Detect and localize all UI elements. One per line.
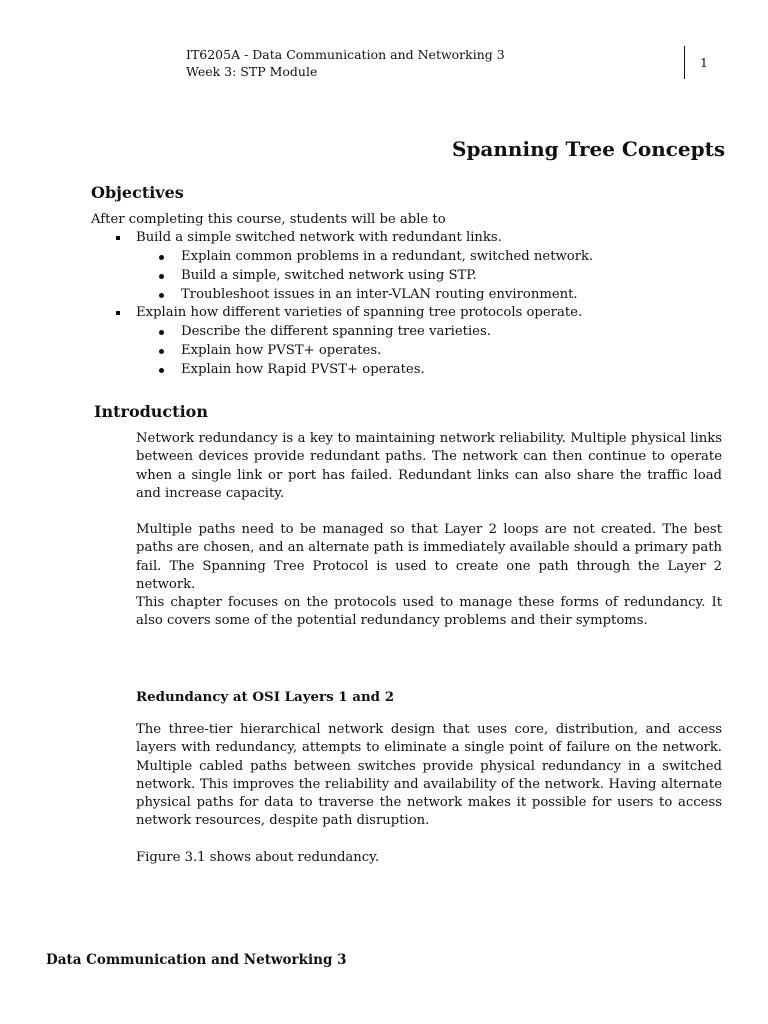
round-bullet bbox=[159, 293, 164, 298]
objective-item: Describe the different spanning tree varieties. bbox=[181, 324, 491, 339]
square-bullet bbox=[116, 311, 120, 315]
header-divider bbox=[684, 46, 685, 79]
redundancy-heading: Redundancy at OSI Layers 1 and 2 bbox=[136, 689, 395, 705]
objective-item: Explain how PVST+ operates. bbox=[181, 343, 382, 358]
round-bullet bbox=[159, 255, 164, 260]
objective-item: Explain common problems in a redundant, switched network. bbox=[181, 249, 594, 264]
intro-paragraph: This chapter focuses on the protocols used to manage these forms of redundancy. It also covers some of the potential redundancy problems and their symptoms. bbox=[136, 595, 722, 629]
introduction-heading: Introduction bbox=[94, 402, 208, 421]
page-title: Spanning Tree Concepts bbox=[452, 137, 726, 161]
page-number: 1 bbox=[700, 55, 708, 70]
header-module: Week 3: STP Module bbox=[186, 64, 318, 79]
footer-title: Data Communication and Networking 3 bbox=[46, 952, 347, 968]
objective-group-label: Explain how different varieties of spanning tree protocols operate. bbox=[136, 305, 583, 320]
intro-paragraph: Network redundancy is a key to maintaining network reliability. Multiple physical links between devices provide redundant paths. The network can then continue to operate when a single link or port has failed. Redundant links can also share the traffic load and increase capacity. bbox=[136, 431, 722, 501]
figure-note: Figure 3.1 shows about redundancy. bbox=[136, 850, 380, 865]
objective-group-label: Build a simple switched network with redundant links. bbox=[136, 230, 502, 245]
intro-paragraph: Multiple paths need to be managed so that Layer 2 loops are not created. The best paths are chosen, and an alternate path is immediately available should a primary path fail. The Spanning Tree Protocol is used to create one path through the Layer 2 network. bbox=[136, 522, 722, 592]
round-bullet bbox=[159, 368, 164, 373]
redundancy-paragraph: The three-tier hierarchical network design that uses core, distribution, and access layers with redundancy, attempts to eliminate a single point of failure on the network. Multiple cabled paths between switches provide physical redundancy in a switched network. This improves the reliability and availability of the network. Having alternate physical paths for data to traverse the network makes it possible for users to access network resources, despite path disruption. bbox=[136, 722, 722, 829]
round-bullet bbox=[159, 349, 164, 354]
round-bullet bbox=[159, 330, 164, 335]
objective-item: Build a simple, switched network using STP. bbox=[181, 268, 477, 283]
round-bullet bbox=[159, 274, 164, 279]
objectives-intro: After completing this course, students will be able to bbox=[91, 212, 446, 227]
objectives-heading: Objectives bbox=[91, 183, 184, 202]
header-course: IT6205A - Data Communication and Networking 3 bbox=[186, 47, 505, 62]
square-bullet bbox=[116, 236, 120, 240]
objective-item: Explain how Rapid PVST+ operates. bbox=[181, 362, 425, 377]
objective-item: Troubleshoot issues in an inter-VLAN routing environment. bbox=[181, 287, 578, 302]
